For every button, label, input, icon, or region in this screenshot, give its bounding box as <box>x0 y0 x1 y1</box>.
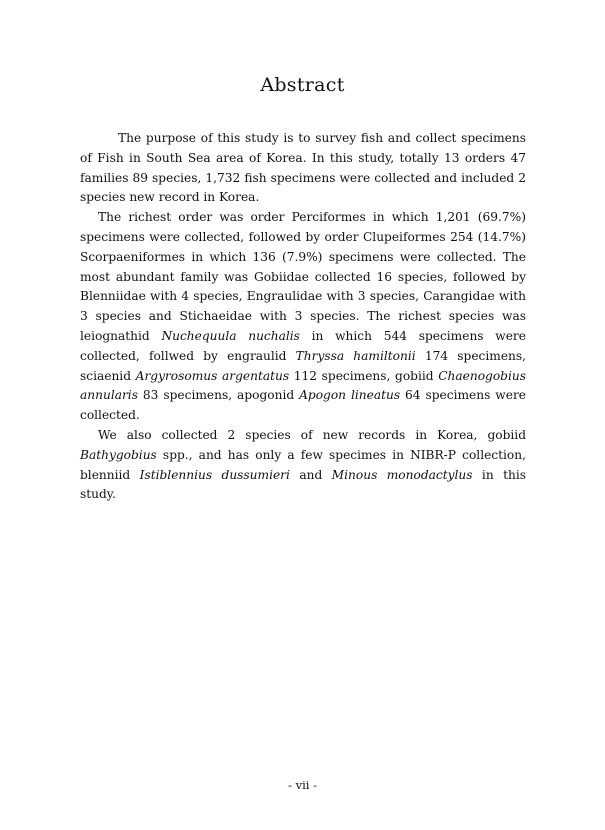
species-name: Nuchequula nuchalis <box>161 328 300 343</box>
text-segment: 174 specimens, sciaenid <box>80 348 527 383</box>
species-name: Thryssa hamiltonii <box>295 348 416 363</box>
text-segment: 64 specimens were collected. <box>80 388 526 423</box>
species-name: Argyrosomus argentatus <box>135 368 290 383</box>
species-name: Minous monodactylus <box>331 467 473 482</box>
abstract-body <box>80 129 526 505</box>
abstract-paragraph-1 <box>80 129 526 208</box>
text-segment: The purpose of this study is to survey fish and collect specimens of Fish in South Sea area of Korea. In this study, totally 13 orders 47 families 89 species, 1,732 fish specimens were collected and included 2 species new record in Korea. <box>80 131 526 205</box>
text-segment: spp., and has only a few specimes in NIBR-P collection, blenniid <box>80 447 526 482</box>
page-number: - vii - <box>288 778 317 792</box>
text-segment: 112 specimens, gobiid <box>289 368 439 383</box>
text-segment: and <box>289 467 332 482</box>
abstract-paragraph-2 <box>80 208 526 426</box>
species-name: Bathygobius <box>80 447 157 462</box>
text-segment: in which 544 specimens were collected, follwed by engraulid <box>80 328 526 363</box>
species-name: Chaenogobius annularis <box>80 368 526 403</box>
text-segment: The richest order was order Perciformes in which 1,201 (69.7%) specimens were collected, followed by order Clupeiformes 254 (14.7%) Scorpaeniformes in which 136 (7.9%) specimens were collected. The most abundant family was Gobiidae collected 16 species, followed by Blenniidae with 4 species, Engraulidae with 3 species, Carangidae with 3 species and Stichaeidae with 3 species. The richest species was leiognathid <box>80 210 526 343</box>
text-segment: in this study. <box>80 467 526 502</box>
species-name: Istiblennius dussumieri <box>139 467 290 482</box>
text-segment: 83 specimens, apogonid <box>137 388 300 403</box>
text-segment: We also collected 2 species of new records in Korea, gobiid <box>98 427 526 442</box>
page-title: Abstract <box>260 74 345 96</box>
species-name: Apogon lineatus <box>299 388 401 403</box>
abstract-paragraph-3 <box>80 426 526 505</box>
